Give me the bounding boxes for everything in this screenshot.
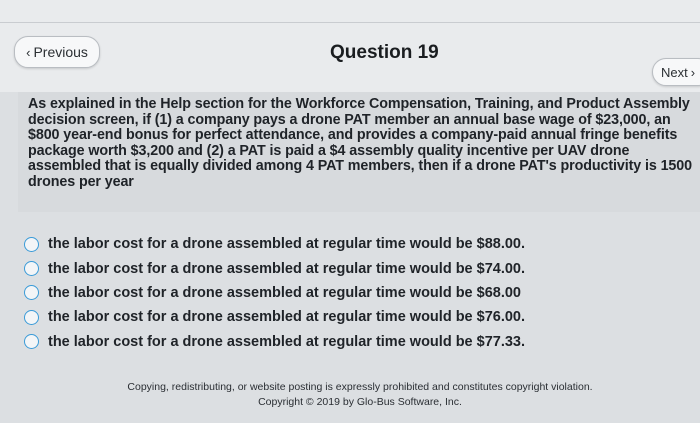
radio-button[interactable] [24,237,39,252]
question-text: As explained in the Help section for the Workforce Compensation, Training, and Product Assembly decision screen, if (1) a company pays a drone PAT member an annual base wage of $23,000, an $800 year-end bonus for perfect attendance, and provides a company-paid annual fringe benefits package worth $3,200 and (2) a PAT is paid a $4 assembly quality incentive per UAV drone assembled that is equally divided among 4 PAT members, then if a drone PAT's productivity is 1500 drones per year [28,96,692,190]
radio-button[interactable] [24,261,39,276]
chevron-left-icon: ‹ [26,44,31,60]
answer-option[interactable] [24,330,584,354]
header-divider [0,22,700,23]
chevron-right-icon: › [690,64,696,80]
previous-button[interactable] [14,36,100,68]
question-title: Question 19 [330,42,439,63]
answer-option[interactable] [24,305,584,329]
previous-button-label: Previous [33,44,88,60]
answer-option-label: the labor cost for a drone assembled at regular time would be $68.00 [48,284,521,301]
radio-button[interactable] [24,334,39,349]
copyright-notice: Copying, redistributing, or website posting is expressly prohibited and constitutes copyright violation. [127,381,593,393]
answer-option-label: the labor cost for a drone assembled at regular time would be $88.00. [48,236,526,253]
copyright-line: Copyright © 2019 by Glo-Bus Software, Inc. [258,396,462,408]
answer-option-label: the labor cost for a drone assembled at regular time would be $77.33. [48,333,526,350]
radio-button[interactable] [24,310,39,325]
copyright-footer [0,380,700,410]
answer-option[interactable] [24,232,584,256]
radio-button[interactable] [24,285,39,300]
answer-options [24,232,584,354]
answer-option-label: the labor cost for a drone assembled at regular time would be $76.00. [48,309,526,326]
answer-option[interactable] [24,256,584,280]
next-button-label: Next [661,64,688,80]
answer-option[interactable] [24,281,584,305]
next-button[interactable] [652,58,700,86]
answer-option-label: the labor cost for a drone assembled at regular time would be $74.00. [48,260,526,277]
